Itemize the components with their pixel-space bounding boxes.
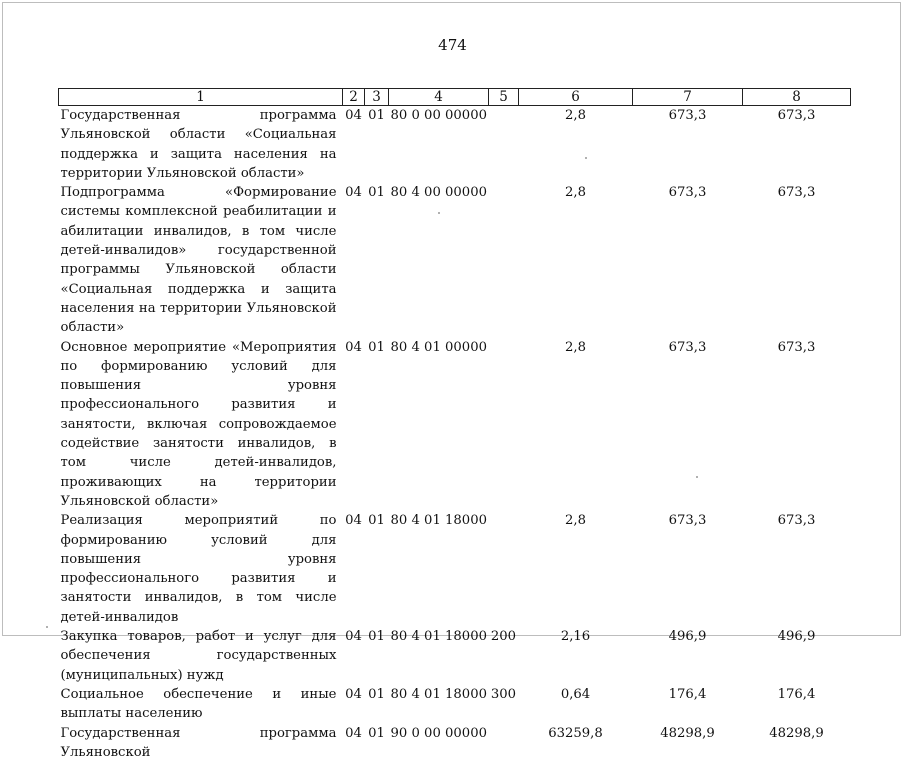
subsection-code: 01 [365,106,389,184]
subsection-code: 01 [365,627,389,685]
amount-col7: 673,3 [633,511,743,627]
row-description: Государственная программа Ульяновской области «Социальная поддержка и защита населения на территории Ульяновской области» [59,106,343,184]
target-article-code: 80 4 01 18000 [389,685,489,724]
expense-type-code [489,511,519,627]
page-number: 474 [0,36,905,54]
target-article-code: 80 4 01 18000 [389,511,489,627]
subsection-code: 01 [365,183,389,337]
amount-col7: 48298,9 [633,724,743,762]
section-code: 04 [343,627,365,685]
amount-col8: 176,4 [743,685,851,724]
subsection-code: 01 [365,338,389,512]
table-row [59,183,851,337]
column-header: 3 [365,89,389,106]
table-row [59,338,851,512]
expense-type-code [489,724,519,762]
subsection-code: 01 [365,511,389,627]
scan-speck [438,212,440,214]
amount-col7: 673,3 [633,106,743,184]
row-description: Реализация мероприятий по формированию условий для повышения уровня профессионального развития и занятости инвалидов, в том числе детей-инвалидов [59,511,343,627]
section-code: 04 [343,183,365,337]
target-article-code: 80 0 00 00000 [389,106,489,184]
amount-col6: 2,8 [519,183,633,337]
column-header: 8 [743,89,851,106]
subsection-code: 01 [365,685,389,724]
scan-speck [585,157,587,159]
section-code: 04 [343,106,365,184]
expense-type-code [489,106,519,184]
amount-col7: 176,4 [633,685,743,724]
column-header: 1 [59,89,343,106]
amount-col6: 63259,8 [519,724,633,762]
amount-col8: 673,3 [743,183,851,337]
column-header: 4 [389,89,489,106]
amount-col8: 673,3 [743,106,851,184]
amount-col6: 2,8 [519,511,633,627]
row-description: Закупка товаров, работ и услуг для обеспечения государственных (муниципальных) нужд [59,627,343,685]
row-description: Подпрограмма «Формирование системы комплексной реабилитации и абилитации инвалидов, в том числе детей-инвалидов» государственной программы Ульяновской области «Социальная поддержка и защита населения на территории Ульяновской области» [59,183,343,337]
table-row [59,685,851,724]
subsection-code: 01 [365,724,389,762]
target-article-code: 90 0 00 00000 [389,724,489,762]
table-header-row [59,89,851,106]
amount-col6: 2,8 [519,106,633,184]
table-row [59,511,851,627]
scan-speck [696,476,698,478]
amount-col6: 2,8 [519,338,633,512]
amount-col8: 48298,9 [743,724,851,762]
amount-col7: 673,3 [633,183,743,337]
expense-type-code: 200 [489,627,519,685]
row-description: Социальное обеспечение и иные выплаты населению [59,685,343,724]
scan-speck [46,626,48,628]
column-header: 6 [519,89,633,106]
amount-col8: 496,9 [743,627,851,685]
column-header: 2 [343,89,365,106]
column-header: 5 [489,89,519,106]
budget-table [58,88,851,762]
section-code: 04 [343,511,365,627]
target-article-code: 80 4 00 00000 [389,183,489,337]
expense-type-code: 300 [489,685,519,724]
amount-col8: 673,3 [743,338,851,512]
target-article-code: 80 4 01 18000 [389,627,489,685]
target-article-code: 80 4 01 00000 [389,338,489,512]
expense-type-code [489,183,519,337]
column-header: 7 [633,89,743,106]
row-description: Государственная программа Ульяновской [59,724,343,762]
section-code: 04 [343,724,365,762]
table-row [59,627,851,685]
expense-type-code [489,338,519,512]
amount-col7: 673,3 [633,338,743,512]
amount-col6: 0,64 [519,685,633,724]
row-description: Основное мероприятие «Мероприятия по формированию условий для повышения уровня профессионального развития и занятости, включая сопровождаемое содействие занятости инвалидов, в том числе детей-инвалидов, проживающих на территории Ульяновской области» [59,338,343,512]
amount-col7: 496,9 [633,627,743,685]
section-code: 04 [343,338,365,512]
section-code: 04 [343,685,365,724]
table-row [59,724,851,762]
amount-col8: 673,3 [743,511,851,627]
amount-col6: 2,16 [519,627,633,685]
table-row [59,106,851,184]
